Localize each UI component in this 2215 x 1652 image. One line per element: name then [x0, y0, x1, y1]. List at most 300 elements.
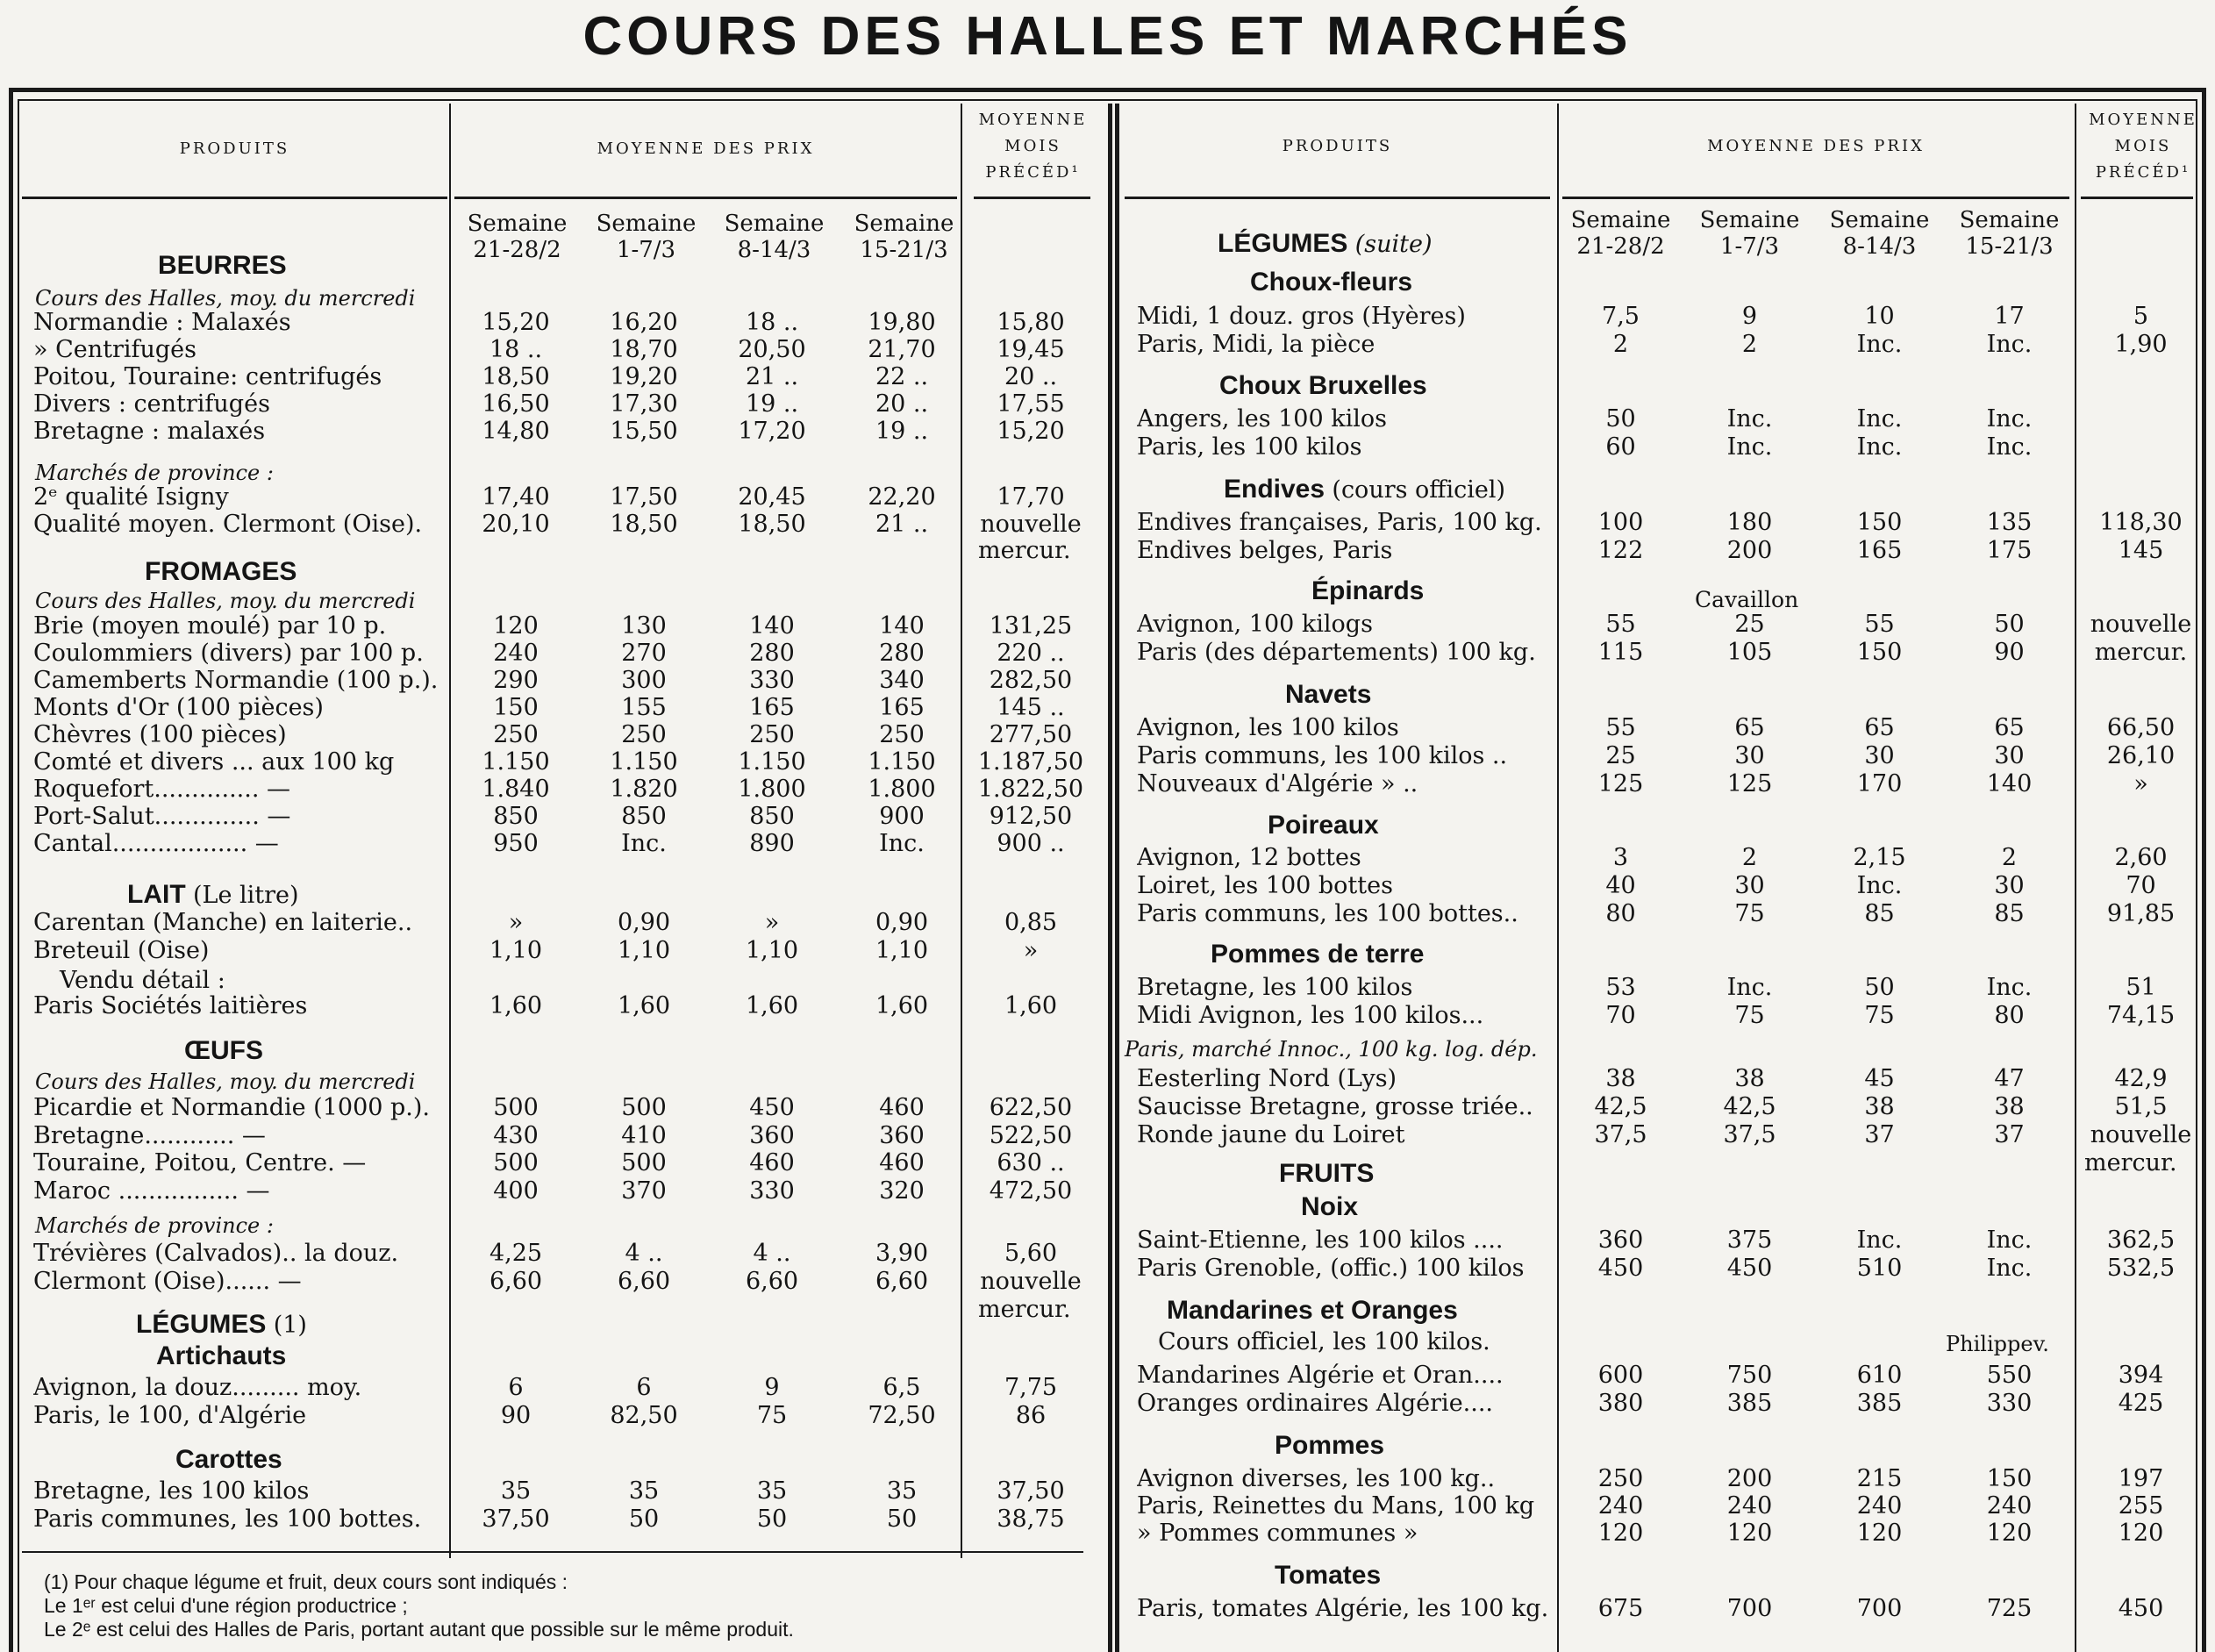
cell-semaine-3: 250 [749, 721, 795, 748]
cell-semaine-1: 500 [493, 1094, 539, 1121]
section-heading-fromages: FROMAGES [145, 557, 297, 586]
cell-semaine-2: 1,10 [617, 937, 671, 964]
row-label: Avignon, 100 kilogs [1137, 611, 1373, 638]
cell-semaine-1: 4,25 [489, 1240, 543, 1267]
section-source: Cours des Halles, moy. du mercredi [35, 1069, 416, 1094]
cell-semaine-2: 105 [1726, 639, 1773, 666]
cell-moyenne-mois: » [1023, 937, 1039, 964]
cell-semaine-1: 50 [1605, 405, 1636, 433]
cell-semaine-2: 6,60 [617, 1268, 671, 1295]
philippev-note: Philippev. [1946, 1332, 2049, 1356]
cell-moyenne-mois: 66,50 [2106, 714, 2176, 741]
week-header [1816, 207, 1943, 260]
cell-semaine-2: 35 [628, 1477, 660, 1505]
week-dates: 21-28/2 [1576, 233, 1665, 260]
cell-semaine-4: 250 [879, 721, 925, 748]
cell-semaine-4: 50 [1994, 611, 2025, 638]
cell-semaine-1: 6 [508, 1374, 524, 1401]
cell-semaine-2: 50 [628, 1505, 660, 1533]
table-row [0, 742, 2215, 770]
cell-moyenne-mois: 19,45 [997, 336, 1065, 363]
cell-semaine-2: 25 [1734, 611, 1765, 638]
cell-semaine-2: Inc. [1726, 433, 1773, 461]
cell-semaine-2: 240 [1726, 1492, 1773, 1520]
table-row [0, 1465, 2215, 1493]
cell-semaine-3: 6,60 [745, 1268, 799, 1295]
cell-semaine-2: 500 [621, 1149, 667, 1176]
cell-semaine-1: 40 [1605, 872, 1636, 899]
cell-moyenne-mois: » [2133, 770, 2148, 797]
subsection-poireaux: Poireaux [1268, 811, 1379, 840]
cell-semaine-4: 320 [879, 1176, 925, 1205]
cell-semaine-4: 6,5 [882, 1374, 921, 1401]
week-word: Semaine [1829, 207, 1930, 233]
cell-semaine-2: 37,5 [1723, 1121, 1776, 1148]
table-row [0, 1390, 2215, 1418]
cell-semaine-2: 750 [1726, 1362, 1773, 1389]
row-label: Loiret, les 100 bottes [1137, 872, 1393, 899]
cell-semaine-3: 240 [1856, 1492, 1903, 1520]
week-word: Semaine [1699, 207, 1800, 233]
cell-semaine-4: 330 [1986, 1390, 2033, 1417]
cell-semaine-3: 20,45 [738, 483, 806, 511]
cell-semaine-2: 30 [1734, 742, 1765, 769]
cell-moyenne-mois: 91,85 [2106, 900, 2176, 927]
cell-semaine-1: 360 [1597, 1226, 1644, 1254]
row-label: Camemberts Normandie (100 p.). [33, 667, 439, 694]
cell-semaine-1: 60 [1605, 433, 1636, 461]
cell-semaine-4: 550 [1986, 1362, 2033, 1389]
cell-semaine-3: 1,60 [745, 992, 799, 1019]
table-row [0, 537, 2215, 565]
cell-semaine-3: 890 [749, 830, 795, 857]
cell-semaine-2: 0,90 [617, 909, 671, 936]
section-heading-legumes-suite [1218, 228, 1432, 261]
subsection-carottes: Carottes [175, 1445, 282, 1474]
cell-moyenne-mois: 0,85 [1004, 909, 1058, 936]
cell-semaine-1: 25 [1605, 742, 1636, 769]
cell-moyenne-mois: 118,30 [2099, 509, 2183, 536]
cell-semaine-3: 9 [764, 1374, 780, 1401]
cell-semaine-1: 1,10 [489, 937, 543, 964]
cell-moyenne-mois: 912,50 [989, 803, 1073, 830]
row-label: Touraine, Poitou, Centre. — [33, 1149, 367, 1176]
section-source: Cours des Halles, moy. du mercredi [35, 286, 416, 311]
cell-semaine-1: 250 [1597, 1465, 1644, 1492]
cell-semaine-1: 80 [1605, 900, 1636, 927]
cell-semaine-4: 80 [1994, 1002, 2025, 1029]
cell-moyenne-mois: 5,60 [1004, 1240, 1058, 1267]
cell-semaine-4: 22,20 [868, 483, 936, 511]
row-label: Paris, le 100, d'Algérie [33, 1402, 307, 1429]
page-title: COURS DES HALLES ET MARCHÉS [582, 6, 1633, 67]
row-label: Comté et divers ... aux 100 kg [33, 748, 395, 776]
cell-semaine-2: 2 [1741, 844, 1758, 871]
cell-moyenne-mois: 900 .. [997, 830, 1065, 857]
cell-semaine-1: 90 [500, 1402, 532, 1429]
row-label: Paris communs, les 100 kilos .. [1137, 742, 1508, 769]
cell-semaine-3: 37 [1864, 1121, 1895, 1148]
cell-semaine-3: 385 [1856, 1390, 1903, 1417]
cell-semaine-3: 55 [1864, 611, 1895, 638]
cell-semaine-1: 675 [1597, 1595, 1644, 1622]
week-header [454, 211, 581, 263]
cell-semaine-2: 82,50 [610, 1402, 678, 1429]
cell-semaine-1: 37,50 [482, 1505, 550, 1533]
cell-semaine-2: Inc. [1726, 974, 1773, 1001]
cell-semaine-2: 120 [1726, 1520, 1773, 1547]
table-row [0, 405, 2215, 433]
row-label: Bretagne, les 100 kilos [33, 1477, 310, 1505]
row-label: Paris Sociétés laitières [33, 992, 308, 1019]
cell-semaine-4: 20 .. [875, 390, 929, 418]
week-word: Semaine [596, 211, 697, 237]
header-mois-line3: PRÉCÉD¹ [985, 163, 1081, 182]
week-word: Semaine [854, 211, 954, 237]
row-label: Paris communes, les 100 bottes. [33, 1505, 422, 1533]
cell-moyenne-mois: 51 [2126, 974, 2156, 1001]
cell-semaine-4: 21,70 [868, 336, 936, 363]
week-header [1557, 207, 1684, 260]
cell-semaine-2: 850 [621, 803, 667, 830]
cell-semaine-2: 500 [621, 1094, 667, 1121]
cell-semaine-3: 165 [749, 694, 795, 721]
cell-semaine-4: 2 [2001, 844, 2018, 871]
header-moyenne-right: MOYENNE DES PRIX [1707, 137, 1925, 155]
cell-semaine-2: 30 [1734, 872, 1765, 899]
cell-semaine-4: 140 [1986, 770, 2033, 797]
cell-semaine-1: 15,20 [482, 309, 550, 336]
cell-semaine-1: 3 [1612, 844, 1629, 871]
cell-semaine-3: 280 [749, 640, 795, 667]
cell-semaine-1: 1,60 [489, 992, 543, 1019]
table-row [0, 1255, 2215, 1283]
row-label: Paris (des départements) 100 kg. [1137, 639, 1536, 666]
cell-semaine-3: Inc. [1856, 433, 1903, 461]
header-mois-line1: MOYENNE [2089, 111, 2197, 129]
row-label: Paris, les 100 kilos [1137, 433, 1362, 461]
cell-moyenne-mois: 15,20 [997, 418, 1065, 445]
cell-semaine-3: 1.150 [738, 748, 806, 776]
cell-moyenne-mois: nouvelle [980, 1268, 1082, 1295]
row-label: Roquefort.............. — [33, 776, 290, 803]
cell-semaine-4: 725 [1986, 1595, 2033, 1622]
subsection-artichauts: Artichauts [156, 1341, 287, 1370]
cell-semaine-4: 30 [1994, 872, 2025, 899]
section-heading-fruits: FRUITS [1279, 1159, 1375, 1188]
cell-semaine-4: 0,90 [875, 909, 929, 936]
cell-semaine-3: 2,15 [1853, 844, 1906, 871]
cell-semaine-2: 370 [621, 1176, 667, 1205]
cell-semaine-2: 65 [1734, 714, 1765, 741]
cell-semaine-2: 125 [1726, 770, 1773, 797]
cell-semaine-1: 600 [1597, 1362, 1644, 1389]
row-label: Trévières (Calvados).. la douz. [33, 1240, 399, 1267]
cell-moyenne-mois: 15,80 [997, 309, 1065, 336]
cell-semaine-2: 15,50 [610, 418, 678, 445]
cell-semaine-3: 75 [1864, 1002, 1895, 1029]
cell-semaine-4: 150 [1986, 1465, 2033, 1492]
footnote-line: Le 1ᵉʳ est celui d'une région productrice ; [44, 1594, 408, 1617]
cell-semaine-3: 45 [1864, 1065, 1895, 1092]
cell-semaine-3: Inc. [1856, 405, 1903, 433]
cell-semaine-2: 4 .. [625, 1240, 663, 1267]
cell-semaine-3: 330 [749, 667, 795, 694]
cell-semaine-3: 10 [1864, 303, 1895, 330]
cavaillon-note: Cavaillon [1695, 587, 1799, 612]
cell-moyenne-mois: 472,50 [989, 1176, 1073, 1205]
table-row [0, 1121, 2215, 1149]
cell-semaine-3: Inc. [1856, 1226, 1903, 1254]
rule-hdr-left-2 [454, 197, 957, 199]
cell-semaine-4: 1.800 [868, 776, 936, 803]
cell-semaine-4: 1,60 [875, 992, 929, 1019]
cell-semaine-2: Inc. [1726, 405, 1773, 433]
cell-moyenne-mois: 145 .. [997, 694, 1065, 721]
section-heading-beurres: BEURRES [158, 251, 287, 280]
cell-semaine-4: 65 [1994, 714, 2025, 741]
row-label: Monts d'Or (100 pièces) [33, 694, 324, 721]
cell-semaine-2: 42,5 [1723, 1093, 1776, 1120]
row-label: Chèvres (100 pièces) [33, 721, 287, 748]
row-label: Eesterling Nord (Lys) [1137, 1065, 1397, 1092]
row-label: Bretagne............ — [33, 1121, 266, 1149]
cell-semaine-2: 385 [1726, 1390, 1773, 1417]
subsection-tomates: Tomates [1275, 1561, 1382, 1590]
cell-moyenne-mois: 42,9 [2114, 1065, 2168, 1092]
cell-moyenne-mois: 197 [2118, 1465, 2164, 1492]
cell-semaine-4: 280 [879, 640, 925, 667]
cell-semaine-2: 2 [1741, 331, 1758, 358]
week-word: Semaine [724, 211, 825, 237]
week-dates: 21-28/2 [473, 237, 561, 263]
cell-semaine-2: 17,30 [610, 390, 678, 418]
header-mois-line1: MOYENNE [978, 111, 1088, 129]
cell-semaine-2: 6 [636, 1374, 652, 1401]
cell-semaine-3: 18,50 [738, 511, 806, 538]
cell-semaine-1: 450 [1597, 1255, 1644, 1282]
row-label: Port-Salut.............. — [33, 803, 291, 830]
row-label: 2ᵉ qualité Isigny [33, 483, 229, 511]
subsection-epinards: Épinards [1311, 576, 1425, 605]
header-mois-line3: PRÉCÉD¹ [2095, 163, 2191, 182]
footnote-line: Le 2ᵉ est celui des Halles de Paris, portant autant que possible sur le même produit. [44, 1618, 794, 1641]
legumes-suite-tag: (suite) [1354, 231, 1433, 258]
cell-semaine-3: 21 .. [745, 363, 799, 390]
cell-semaine-3: 38 [1864, 1093, 1895, 1120]
cell-semaine-1: 250 [493, 721, 539, 748]
cell-moyenne-mois: 1.822,50 [977, 776, 1084, 803]
cell-semaine-1: 20,10 [482, 511, 550, 538]
cell-semaine-1: 290 [493, 667, 539, 694]
row-label: Carentan (Manche) en laiterie.. [33, 909, 413, 936]
cell-semaine-4: 90 [1994, 639, 2025, 666]
cell-semaine-1: 37,5 [1594, 1121, 1647, 1148]
cell-semaine-2: 300 [621, 667, 667, 694]
cell-semaine-1: 6,60 [489, 1268, 543, 1295]
cell-semaine-4: 22 .. [875, 363, 929, 390]
cell-moyenne-mois: 362,5 [2106, 1226, 2176, 1254]
row-label: Cantal.................. — [33, 830, 279, 857]
table-row [0, 1149, 2215, 1177]
row-label: Normandie : Malaxés [33, 309, 291, 336]
row-label: » Centrifugés [33, 336, 197, 363]
cell-semaine-1: 17,40 [482, 483, 550, 511]
week-header [1946, 207, 2073, 260]
cell-semaine-3: 20,50 [738, 336, 806, 363]
cell-moyenne-mois: 2,60 [2114, 844, 2168, 871]
cell-semaine-1: 850 [493, 803, 539, 830]
cell-semaine-1: 400 [493, 1176, 539, 1205]
table-row [0, 331, 2215, 359]
cell-semaine-2: 75 [1734, 1002, 1765, 1029]
row-label: Breteuil (Oise) [33, 937, 210, 964]
cell-semaine-3: 85 [1864, 900, 1895, 927]
cell-semaine-1: 70 [1605, 1002, 1636, 1029]
mandarines-source: Cours officiel, les 100 kilos. [1158, 1328, 1490, 1355]
province-label: Marchés de province : [35, 461, 274, 485]
subsection-choux-bruxelles: Choux Bruxelles [1219, 371, 1427, 400]
row-label: Ronde jaune du Loiret [1137, 1121, 1405, 1148]
header-produits-right: PRODUITS [1282, 137, 1393, 155]
row-label: » Pommes communes » [1137, 1520, 1418, 1547]
subsection-pommes-de-terre: Pommes de terre [1211, 940, 1425, 969]
rule-hdr-right-3 [2081, 197, 2193, 199]
cell-semaine-2: 700 [1726, 1595, 1773, 1622]
row-label: Saucisse Bretagne, grosse triée.. [1137, 1093, 1533, 1120]
cell-semaine-2: 9 [1741, 303, 1758, 330]
cell-semaine-3: 330 [749, 1176, 795, 1205]
cell-moyenne-mois: 17,55 [997, 390, 1065, 418]
cell-semaine-4: 1.150 [868, 748, 936, 776]
table-row [0, 667, 2215, 695]
cell-moyenne-mois: 120 [2118, 1520, 2164, 1547]
cell-moyenne-mois: 37,50 [997, 1477, 1065, 1505]
cell-semaine-3: 75 [756, 1402, 788, 1429]
cell-semaine-3: 360 [749, 1121, 795, 1149]
cell-semaine-4: 37 [1994, 1121, 2025, 1148]
cell-semaine-4: 3,90 [875, 1240, 929, 1267]
cell-semaine-1: 55 [1605, 714, 1636, 741]
header-mois-line2: MOIS [2114, 137, 2172, 155]
cell-semaine-1: 380 [1597, 1390, 1644, 1417]
cell-semaine-1: 150 [493, 694, 539, 721]
row-label: Oranges ordinaires Algérie.... [1137, 1390, 1494, 1417]
row-label: Paris, Midi, la pièce [1137, 331, 1375, 358]
cell-semaine-1: 7,5 [1602, 303, 1640, 330]
cell-semaine-3: 165 [1856, 537, 1903, 564]
cell-semaine-2: 38 [1734, 1065, 1765, 1092]
row-label: Avignon, les 100 kilos [1137, 714, 1399, 741]
cell-semaine-2: 18,70 [610, 336, 678, 363]
cell-semaine-4: 35 [886, 1477, 918, 1505]
cell-semaine-1: 950 [493, 830, 539, 857]
cell-semaine-3: 450 [749, 1094, 795, 1121]
subsection-choux-fleurs: Choux-fleurs [1250, 268, 1413, 297]
cell-moyenne-mois: 20 .. [1004, 363, 1058, 390]
table-row [0, 611, 2215, 639]
table-row [0, 363, 2215, 391]
cell-semaine-4: 360 [879, 1121, 925, 1149]
row-label: Paris, tomates Algérie, les 100 kg. [1137, 1595, 1549, 1622]
cell-semaine-3: 4 .. [753, 1240, 791, 1267]
cell-semaine-1: 18 .. [489, 336, 543, 363]
row-label: Paris Grenoble, (offic.) 100 kilos [1137, 1255, 1525, 1282]
cell-moyenne-mois: 1,90 [2114, 331, 2168, 358]
cell-semaine-3: 510 [1856, 1255, 1903, 1282]
table-row [0, 844, 2215, 872]
row-label: Maroc ................ — [33, 1176, 270, 1205]
cell-semaine-4: 17 [1994, 303, 2025, 330]
cell-moyenne-mois: 450 [2118, 1595, 2164, 1622]
cell-moyenne-mois: mercur. [2094, 639, 2188, 666]
cell-moyenne-mois: 1,60 [1004, 992, 1058, 1019]
cell-semaine-3: 17,20 [738, 418, 806, 445]
table-row [0, 1002, 2215, 1030]
cell-moyenne-mois: 394 [2118, 1362, 2164, 1389]
row-label: Endives belges, Paris [1137, 537, 1393, 564]
cell-semaine-4: 460 [879, 1149, 925, 1176]
table-row [0, 1362, 2215, 1390]
header-mois-line2: MOIS [1004, 137, 1061, 155]
cell-semaine-1: 122 [1597, 537, 1644, 564]
cell-semaine-2: Inc. [621, 830, 667, 857]
cell-semaine-2: 1.820 [610, 776, 678, 803]
cell-semaine-2: 1.150 [610, 748, 678, 776]
section-heading-legumes [136, 1309, 307, 1341]
week-header [582, 211, 710, 263]
cell-semaine-4: Inc. [1986, 331, 2033, 358]
cell-moyenne-mois: 255 [2118, 1492, 2164, 1520]
cell-semaine-4: 30 [1994, 742, 2025, 769]
cell-semaine-4: 140 [879, 612, 925, 640]
table-row [0, 483, 2215, 511]
cell-moyenne-mois: 282,50 [989, 667, 1073, 694]
cell-semaine-4: Inc. [1986, 1226, 2033, 1254]
vendu-label: Vendu détail : [60, 967, 225, 994]
row-label: Angers, les 100 kilos [1137, 405, 1387, 433]
cell-moyenne-mois: 5 [2133, 303, 2149, 330]
mercur-note: mercur. [978, 537, 1071, 564]
table-row [0, 714, 2215, 742]
cell-semaine-1: 2 [1612, 331, 1629, 358]
week-dates: 15-21/3 [860, 237, 948, 263]
cell-semaine-2: 18,50 [610, 511, 678, 538]
cell-semaine-2: 75 [1734, 900, 1765, 927]
cell-moyenne-mois: 522,50 [989, 1121, 1073, 1149]
footnote-line: (1) Pour chaque légume et fruit, deux cours sont indiqués : [44, 1570, 568, 1593]
cell-semaine-2: 17,50 [610, 483, 678, 511]
cell-semaine-3: 215 [1856, 1465, 1903, 1492]
cell-semaine-4: 460 [879, 1094, 925, 1121]
cell-semaine-1: 18,50 [482, 363, 550, 390]
rule-footnote [22, 1551, 1083, 1553]
row-label: Qualité moyen. Clermont (Oise). [33, 511, 423, 538]
cell-semaine-3: 50 [1864, 974, 1895, 1001]
cell-semaine-4: Inc. [879, 830, 925, 857]
cell-semaine-2: 270 [621, 640, 667, 667]
row-label: Avignon, la douz......... moy. [33, 1374, 362, 1401]
cell-semaine-3: 170 [1856, 770, 1903, 797]
cell-semaine-4: 240 [1986, 1492, 2033, 1520]
mercur-note: mercur. [2084, 1149, 2177, 1176]
header-produits-left: PRODUITS [179, 139, 290, 158]
paris-marche-label: Paris, marché Innoc., 100 kg. log. dép. [1125, 1037, 1538, 1062]
row-label: Nouveaux d'Algérie » .. [1137, 770, 1418, 797]
cell-semaine-1: 430 [493, 1121, 539, 1149]
cell-moyenne-mois: nouvelle [980, 511, 1082, 538]
row-label: Mandarines Algérie et Oran.... [1137, 1362, 1504, 1389]
